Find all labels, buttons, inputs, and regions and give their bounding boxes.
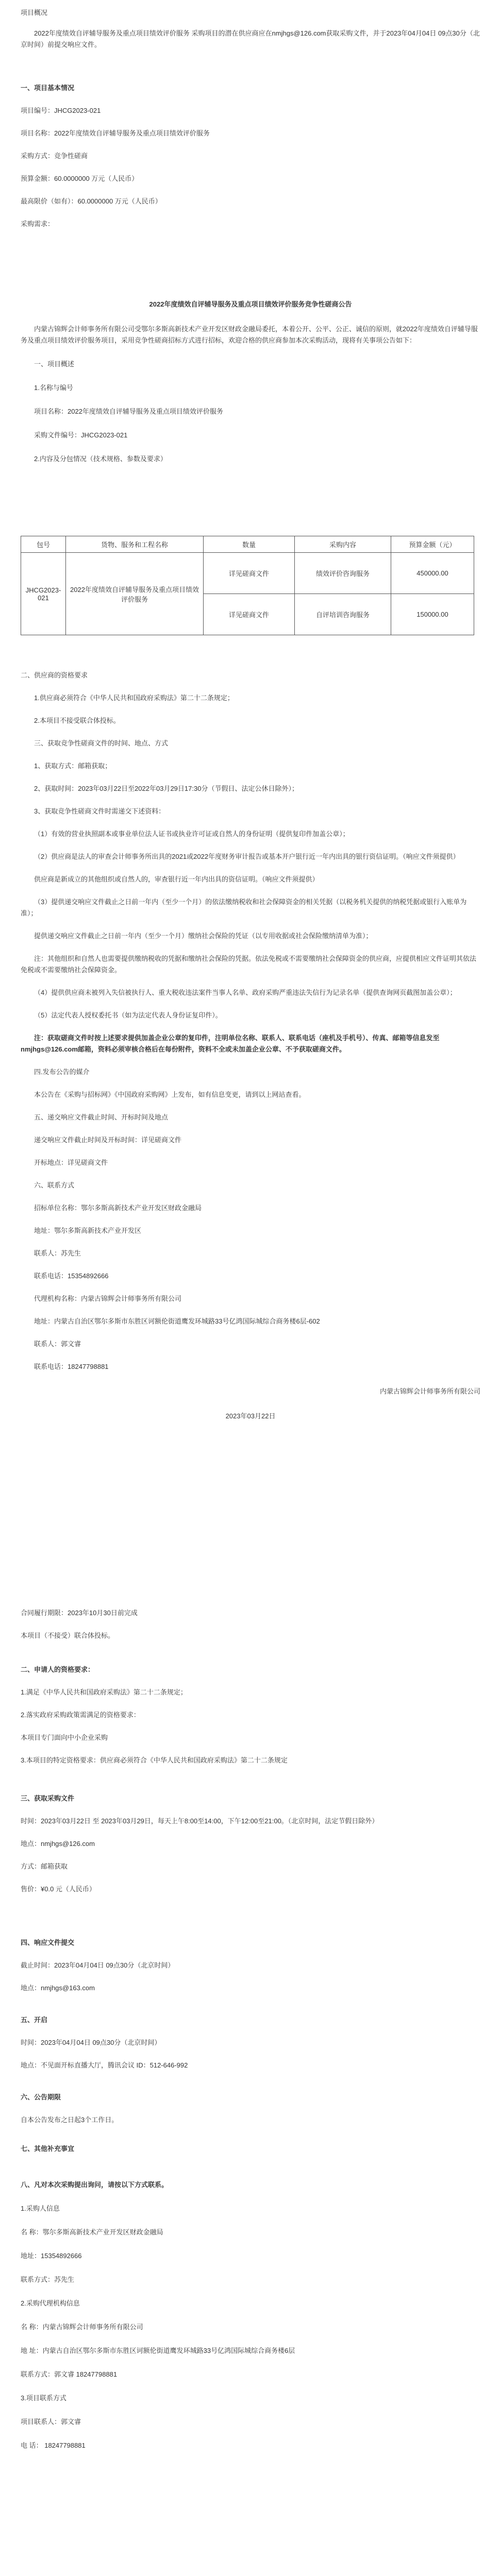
sec2-line: 2.落实政府采购政策需满足的资格要求： bbox=[21, 1711, 140, 1719]
notice-block bbox=[21, 299, 480, 465]
contract-period: 合同履行期限：2023年10月30日前完成 bbox=[21, 1609, 138, 1617]
col-package: 包号 bbox=[21, 536, 66, 553]
table-header-row bbox=[21, 536, 474, 553]
qual-line: 三、获取竞争性磋商文件的时间、地点、方式 bbox=[34, 739, 169, 747]
project-name: 项目名称：2022年度绩效自评辅导服务及重点项目绩效评价服务 bbox=[21, 129, 210, 137]
qual-line: （3）提供递交响应文件截止之日前一年内（至少一个月）的依法缴纳税收和社会保障资金的相关凭据（以税务机关提供的纳税凭据或银行入账单为准）； bbox=[21, 898, 467, 917]
section-other bbox=[21, 2143, 480, 2155]
qual-line: 联系电话：18247798881 bbox=[34, 1363, 109, 1370]
purchaser-contact: 联系方式：苏先生 bbox=[21, 2276, 75, 2283]
consortium-note: 本项目（不接受）联合体投标。 bbox=[21, 1632, 115, 1639]
qual-line: 1.供应商必须符合《中华人民共和国政府采购法》第二十二条规定； bbox=[34, 694, 234, 702]
sec4-place: 地点：nmjhgs@163.com bbox=[21, 1984, 95, 1992]
cell-content: 绩效评价咨询服务 bbox=[295, 553, 391, 594]
qual-line: 代理机构名称：内蒙古锦辉会计师事务所有限公司 bbox=[34, 1295, 182, 1302]
section-contacts bbox=[21, 2179, 480, 2451]
qual-line: 开标地点：详见磋商文件 bbox=[34, 1159, 108, 1166]
agency-contact: 联系方式：郭文睿 18247798881 bbox=[21, 2370, 118, 2378]
cell-budget: 150000.00 bbox=[391, 594, 474, 635]
notice-title: 2022年度绩效自评辅导服务及重点项目绩效评价服务竞争性磋商公告 bbox=[149, 300, 352, 308]
procurement-method: 采购方式：竞争性磋商 bbox=[21, 152, 88, 160]
part1-title: 一、项目概述 bbox=[34, 360, 75, 368]
section-title: 四、响应文件提交 bbox=[21, 1939, 75, 1946]
qual-line: 提供递交响应文件截止之日前一年内（至少一个月）缴纳社会保险的凭证（以专用收据或社会保险缴纳清单为准）； bbox=[34, 932, 373, 940]
purchaser-address: 地址：15354892666 bbox=[21, 2252, 82, 2260]
sec3-price: 售价：¥0.0 元（人民币） bbox=[21, 1885, 96, 1893]
section-applicant-qualification bbox=[21, 1664, 480, 1766]
qual-line: 地址：鄂尔多斯高新技术产业开发区 bbox=[34, 1227, 142, 1234]
qual-line: 联系人：苏先生 bbox=[34, 1249, 81, 1257]
qual-note: 注：获取磋商文件时按上述要求提供加盖企业公章的复印件，注明单位名称、联系人、联系电话（座机及手机号）、传真、邮箱等信息发至nmjhgs@126.com邮箱，资料必须审核合格后在每份附件，资料不全或未加盖企业公章、不予获取磋商文件。 bbox=[21, 1034, 440, 1053]
procurement-needs-label: 采购需求： bbox=[21, 220, 55, 228]
qualification-block bbox=[21, 670, 480, 1422]
sec3-method: 方式：邮箱获取 bbox=[21, 1862, 68, 1870]
items-table-wrap bbox=[21, 536, 480, 635]
cell-quantity: 详见磋商文件 bbox=[204, 553, 295, 594]
section-title: 二、申请人的资格要求： bbox=[21, 1666, 95, 1673]
qual-line: 联系电话：15354892666 bbox=[34, 1272, 109, 1280]
cell-package: JHCG2023-021 bbox=[21, 553, 66, 635]
qual-line: 2.本项目不接受联合体投标。 bbox=[34, 717, 120, 724]
overview-label: 项目概况 bbox=[21, 9, 48, 16]
qual-line: 本公告在《采购与招标网》《中国政府采购网》上发布，如有信息变更，请到以上网站查看。 bbox=[34, 1091, 306, 1098]
cell-name: 2022年度绩效自评辅导服务及重点项目绩效评价服务 bbox=[66, 553, 204, 635]
sec2-line: 3.本项目的特定资格要求：供应商必须符合《中华人民共和国政府采购法》第二十二条规定 bbox=[21, 1756, 288, 1764]
budget-amount: 预算金额：60.0000000 万元（人民币） bbox=[21, 175, 139, 182]
qual-line: 五、递交响应文件截止时间、开标时间及地点 bbox=[34, 1113, 169, 1121]
col-content: 采购内容 bbox=[295, 536, 391, 553]
section-notice-period bbox=[21, 2092, 480, 2126]
overview-intro: 2022年度绩效自评辅导服务及重点项目绩效评价服务 采购项目的潜在供应商应在nmjhgs@126.com获取采购文件，并于2023年04月04日 09点30分（北京时间）前提交响应文件。 bbox=[21, 29, 480, 48]
signature-org: 内蒙古锦辉会计师事务所有限公司 bbox=[379, 1387, 480, 1395]
agency-name: 名 称：内蒙古锦辉会计师事务所有限公司 bbox=[21, 2323, 143, 2331]
cell-budget: 450000.00 bbox=[391, 553, 474, 594]
project-contact-person: 项目联系人：郭文睿 bbox=[21, 2418, 81, 2426]
section-title: 一、项目基本情况 bbox=[21, 84, 75, 92]
project-number: 项目编号：JHCG2023-021 bbox=[21, 107, 101, 114]
qual-line: （4）提供供应商未被列入失信被执行人、重大税收违法案件当事人名单、政府采购严重违法失信行为记录名单（提供查询网页截图加盖公章）； bbox=[34, 989, 457, 996]
project-contact-phone: 电 话： 18247798881 bbox=[21, 2442, 86, 2449]
items-table bbox=[21, 536, 474, 635]
qual-line: （5）法定代表人授权委托书（如为法定代表人身份证复印件）。 bbox=[34, 1011, 222, 1019]
contract-block bbox=[21, 1607, 480, 1641]
qual-line: 递交响应文件截止时间及开标时间：详见磋商文件 bbox=[34, 1136, 182, 1144]
qual-line: 联系人：郭文睿 bbox=[34, 1340, 81, 1348]
section-title: 七、其他补充事宜 bbox=[21, 2145, 75, 2153]
agency-address: 地 址：内蒙古自治区鄂尔多斯市东胜区诃额伦街道鹰发环城路33号亿鸿国际城综合商务楼6层 bbox=[21, 2347, 295, 2354]
sec3-time: 时间：2023年03月22日 至 2023年03月29日，每天上午8:00至14:00，下午12:00至21:00。（北京时间，法定节假日除外） bbox=[21, 1817, 379, 1825]
col-quantity: 数量 bbox=[204, 536, 295, 553]
purchaser-name: 名 称：鄂尔多斯高新技术产业开发区财政金融局 bbox=[21, 2228, 163, 2236]
qual-line: 供应商是新成立的其他组织或自然人的，审查银行近一年内出具的资信证明。（响应文件须提供） bbox=[34, 875, 319, 883]
qual-line: （1）有效的营业执照副本或事业单位法人证书或执业许可证或自然人的身份证明（提供复印件加盖公章）； bbox=[34, 830, 349, 838]
section-title: 三、获取采购文件 bbox=[21, 1794, 75, 1802]
max-price: 最高限价（如有）：60.0000000 万元（人民币） bbox=[21, 197, 162, 205]
sec2-line: 1.满足《中华人民共和国政府采购法》第二十二条规定； bbox=[21, 1688, 187, 1696]
cell-quantity: 详见磋商文件 bbox=[204, 594, 295, 635]
qual-line: 1、获取方式：邮箱获取； bbox=[34, 762, 112, 770]
qual-line: 注：其他组织和自然人也需要提供缴纳税收的凭据和缴纳社会保险的凭据。依法免税或不需要缴纳社会保障资金的供应商，应提供相应文件证明其依法免税或不需要缴纳社会保障资金。 bbox=[21, 955, 477, 974]
signature-date: 2023年03月22日 bbox=[225, 1412, 276, 1420]
sec5-time: 时间：2023年04月04日 09点30分（北京时间） bbox=[21, 2039, 161, 2046]
sec3-place: 地点：nmjhgs@126.com bbox=[21, 1840, 95, 1848]
purchaser-heading: 1.采购人信息 bbox=[21, 2205, 60, 2212]
sec4-deadline: 截止时间：2023年04月04日 09点30分（北京时间） bbox=[21, 1961, 175, 1969]
qual-line: 3、获取竞争性磋商文件时需递交下述资料： bbox=[34, 807, 165, 815]
cell-content: 自评培训咨询服务 bbox=[295, 594, 391, 635]
qual-line: 招标单位名称：鄂尔多斯高新技术产业开发区财政金融局 bbox=[34, 1204, 202, 1212]
agency-heading: 2.采购代理机构信息 bbox=[21, 2299, 80, 2307]
qual-line: 四.发布公告的媒介 bbox=[34, 1068, 90, 1076]
qual-line: 六、联系方式 bbox=[34, 1181, 75, 1189]
part1-name: 项目名称：2022年度绩效自评辅导服务及重点项目绩效评价服务 bbox=[34, 408, 223, 415]
section-title: 五、开启 bbox=[21, 2016, 48, 2024]
notice-intro: 内蒙古锦辉会计师事务所有限公司受鄂尔多斯高新技术产业开发区财政金融局委托，本着公开、公平、公正、诚信的原则，就2022年度绩效自评辅导服务及重点项目绩效评价服务项目，采用竞争性磋商招标方式进行招标，欢迎合格的供应商参加本次采购活动，现将有关事项公告如下： bbox=[21, 325, 478, 344]
part1-item2: 2.内容及分包情况（技术规格、参数及要求） bbox=[34, 455, 167, 463]
sec6-line: 自本公告发布之日起3个工作日。 bbox=[21, 2116, 119, 2124]
section-submission bbox=[21, 1937, 480, 1994]
qual-line: （2）供应商是法人的审查会计师事务所出具的2021或2022年度财务审计报告或基本开户银行近一年内出具的银行资信证明。（响应文件须提供） bbox=[34, 853, 460, 860]
table-row bbox=[21, 553, 474, 594]
part1-no: 采购文件编号：JHCG2023-021 bbox=[34, 431, 128, 439]
col-name: 货物、服务和工程名称 bbox=[66, 536, 204, 553]
sec5-place: 地点：不见面开标直播大厅，腾讯会议 ID：512-646-992 bbox=[21, 2061, 188, 2069]
qual-line: 地址：内蒙古自治区鄂尔多斯市东胜区诃额伦街道鹰发环城路33号亿鸿国际城综合商务楼6层-602 bbox=[34, 1317, 320, 1325]
section-basic-info bbox=[21, 82, 480, 230]
section-title: 六、公告期限 bbox=[21, 2093, 61, 2101]
qual-title: 二、供应商的资格要求 bbox=[21, 671, 88, 679]
section-opening bbox=[21, 2014, 480, 2071]
section-title: 八、凡对本次采购提出询问，请按以下方式联系。 bbox=[21, 2181, 169, 2189]
sec2-line: 本项目专门面向中小企业采购 bbox=[21, 1734, 108, 1741]
col-budget: 预算金额（元） bbox=[391, 536, 474, 553]
qual-line: 2、获取时间：2023年03月22日至2022年03月29日17:30分（节假日、法定公休日除外）； bbox=[34, 785, 298, 792]
overview-block bbox=[21, 7, 480, 50]
project-contact-heading: 3.项目联系方式 bbox=[21, 2394, 66, 2402]
part1-item1: 1.名称与编号 bbox=[34, 384, 73, 392]
section-get-documents bbox=[21, 1793, 480, 1895]
